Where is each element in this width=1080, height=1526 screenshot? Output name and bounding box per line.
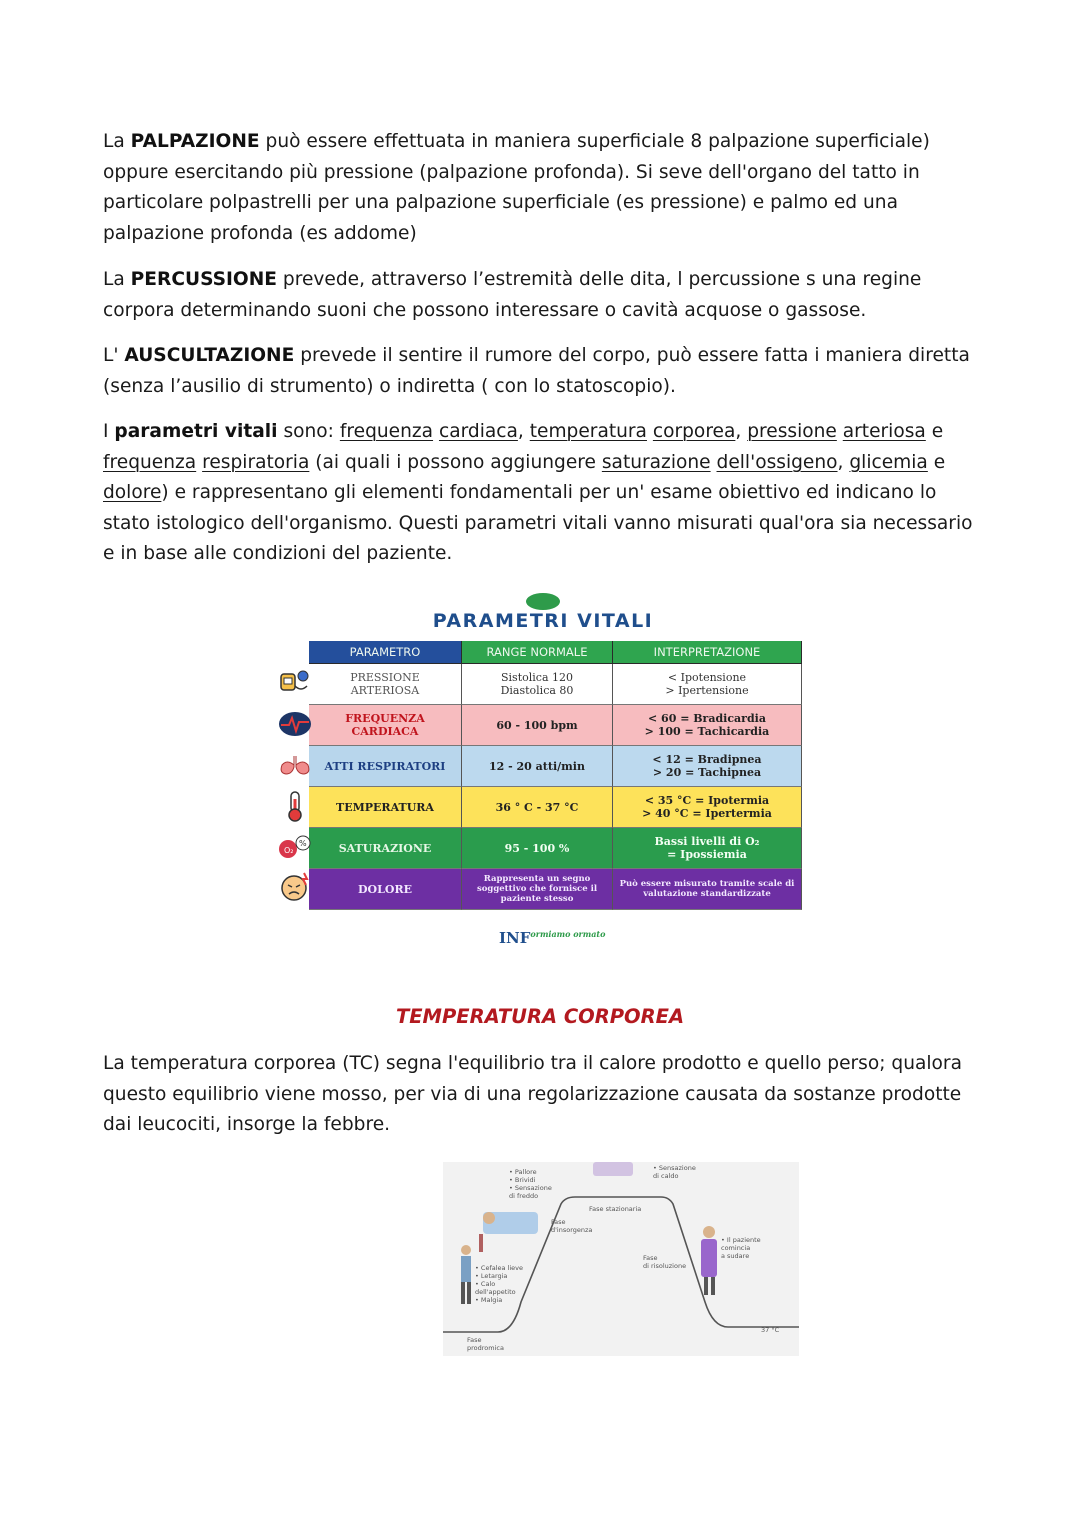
text: I xyxy=(103,421,115,442)
link-word: frequenza xyxy=(339,421,434,442)
range-cell: 12 - 20 atti/min xyxy=(462,746,613,787)
thermometer-icon xyxy=(278,791,312,821)
text: La temperatura corporea (TC) segna l'equilibrio tra il calore prodotto e quello perso; qualora questo equilibrio viene mosso, per via di una regolarizzazione causata da sostanze prodotte dai leucociti, insorge la febbre. xyxy=(103,1053,962,1136)
patient-bed-figure xyxy=(479,1212,538,1252)
paragraph-percussione xyxy=(103,265,983,326)
param-cell: ATTI RESPIRATORI xyxy=(309,746,462,787)
label-heat: • Sensazione di caldo xyxy=(653,1164,696,1180)
text: (ai quali i possono aggiungere xyxy=(309,451,602,473)
label-stationary-phase: Fase stazionaria xyxy=(589,1205,642,1213)
keyword-percussione: PERCUSSIONE xyxy=(130,269,277,290)
paragraph-palpazione xyxy=(103,127,983,249)
param-cell: FREQUENZA CARDIACA xyxy=(309,705,462,746)
interp-cell: < Ipotensione > Ipertensione xyxy=(613,664,802,705)
label-prodromal-phase: Fase prodromica xyxy=(467,1336,504,1352)
table-row xyxy=(309,828,802,869)
range-cell: Sistolica 120 Diastolica 80 xyxy=(462,664,613,705)
table-row xyxy=(309,664,802,705)
bed-top-figure xyxy=(593,1162,633,1176)
link-word: frequenza xyxy=(103,451,197,473)
interp-cell: < 35 °C = Ipotermia > 40 °C = Ipertermia xyxy=(613,787,802,828)
param-cell: TEMPERATURA xyxy=(309,787,462,828)
text: La xyxy=(103,131,131,152)
label-baseline-temp: 37 °C xyxy=(761,1326,780,1334)
header-interpretazione: INTERPRETAZIONE xyxy=(613,641,802,664)
pain-face-icon xyxy=(278,872,312,902)
range-cell: 36 ° C - 37 °C xyxy=(462,787,613,828)
link-word: saturazione xyxy=(601,451,711,473)
table-header-row xyxy=(309,641,802,664)
keyword-palpazione: PALPAZIONE xyxy=(130,131,260,152)
link-word: arteriosa xyxy=(842,421,926,442)
link-word: dell'ossigeno xyxy=(716,451,838,473)
blood-pressure-icon xyxy=(278,667,312,697)
vital-signs-infographic xyxy=(278,590,808,956)
lungs-icon xyxy=(278,750,312,780)
patient-robe-figure xyxy=(701,1226,717,1295)
text: , xyxy=(517,421,530,442)
text: , xyxy=(735,421,748,442)
label-prodromal-symptoms: • Cefalea lieve • Letargia • Calo dell'appetito • Malgia xyxy=(475,1264,524,1304)
watermark-logo xyxy=(499,929,605,947)
watermark-subtext: ormiamo ormato xyxy=(530,929,606,939)
heart-rate-icon xyxy=(278,709,312,739)
label-onset-symptoms: • Pallore • Brividi • Sensazione di freddo xyxy=(509,1168,552,1200)
link-word: cardiaca xyxy=(438,421,518,442)
link-word: dolore xyxy=(103,482,162,504)
link-word: respiratoria xyxy=(202,451,310,473)
logo-badge-icon xyxy=(526,593,560,610)
svg-text:%: % xyxy=(299,839,307,848)
keyword-parametri-vitali: parametri vitali xyxy=(114,421,278,442)
table-row xyxy=(309,705,802,746)
patient-standing-figure xyxy=(461,1245,471,1304)
text: prevede, attraverso l’estremità delle dita, l percussione s una regine corpora determinando suoni che possono interessare o cavità acquose o gassose. xyxy=(103,269,922,321)
param-cell: PRESSIONE ARTERIOSA xyxy=(309,664,462,705)
paragraph-parametri-vitali xyxy=(103,417,983,570)
keyword-auscultazione: AUSCULTAZIONE xyxy=(124,345,295,366)
header-parametro: PARAMETRO xyxy=(309,641,462,664)
oxygen-icon xyxy=(278,832,312,862)
interp-cell: Bassi livelli di O₂ = Ipossiemia xyxy=(613,828,802,869)
text: ) e rappresentano gli elementi fondamentali per un' esame obiettivo ed indicano lo stato istologico dell'organismo. Questi parametri vitali vanno misurati qual'ora sia necessario e in base alle condizioni del paziente. xyxy=(103,482,973,565)
param-cell: DOLORE xyxy=(309,869,462,910)
interp-cell: < 12 = Bradipnea > 20 = Tachipnea xyxy=(613,746,802,787)
interp-cell: < 60 = Bradicardia > 100 = Tachicardia xyxy=(613,705,802,746)
section-heading: TEMPERATURA CORPOREA xyxy=(395,1005,685,1028)
text: prevede il sentire il rumore del corpo, può essere fatta i maniera diretta (senza l’ausilio di strumento) o indiretta ( con lo statoscopio). xyxy=(103,345,970,397)
table-row xyxy=(309,787,802,828)
range-cell: 60 - 100 bpm xyxy=(462,705,613,746)
text: La xyxy=(103,269,131,290)
text: e xyxy=(927,451,946,473)
watermark-text: INF xyxy=(499,929,531,947)
text: sono: xyxy=(277,421,340,442)
link-word: pressione xyxy=(747,421,837,442)
label-onset-phase: Fase d'insorgenza xyxy=(551,1218,593,1234)
table-row xyxy=(309,746,802,787)
range-cell: Rappresenta un segno soggettivo che fornisce il paziente stesso xyxy=(462,869,613,910)
paragraph-auscultazione xyxy=(103,341,983,402)
link-word: glicemia xyxy=(849,451,928,473)
vital-signs-table xyxy=(309,641,802,910)
paragraph-temperatura xyxy=(103,1049,983,1141)
header-range: RANGE NORMALE xyxy=(462,641,613,664)
interp-cell: Può essere misurato tramite scale di valutazione standardizzate xyxy=(613,869,802,910)
svg-text:O₂: O₂ xyxy=(284,846,294,855)
link-word: corporea xyxy=(652,421,736,442)
range-cell: 95 - 100 % xyxy=(462,828,613,869)
infographic-title: PARAMETRI VITALI xyxy=(432,610,654,632)
param-cell: SATURAZIONE xyxy=(309,828,462,869)
text: L' xyxy=(103,345,125,366)
fever-phases-diagram xyxy=(443,1162,799,1356)
table-row xyxy=(309,869,802,910)
link-word: temperatura xyxy=(529,421,647,442)
text: può essere effettuata in maniera superficiale 8 palpazione superficiale) oppure esercitando più pressione (palpazione profonda). Si seve dell'organo del tatto in particolare polpastrelli per una palpazione superficiale (es pressione) e palmo ed una palpazione profonda (es addome) xyxy=(103,131,930,244)
label-resolution-phase: Fase di risoluzione xyxy=(643,1254,687,1270)
text: e xyxy=(925,421,944,442)
label-sweating: • Il paziente comincia a sudare xyxy=(721,1236,761,1260)
text: , xyxy=(837,451,850,473)
